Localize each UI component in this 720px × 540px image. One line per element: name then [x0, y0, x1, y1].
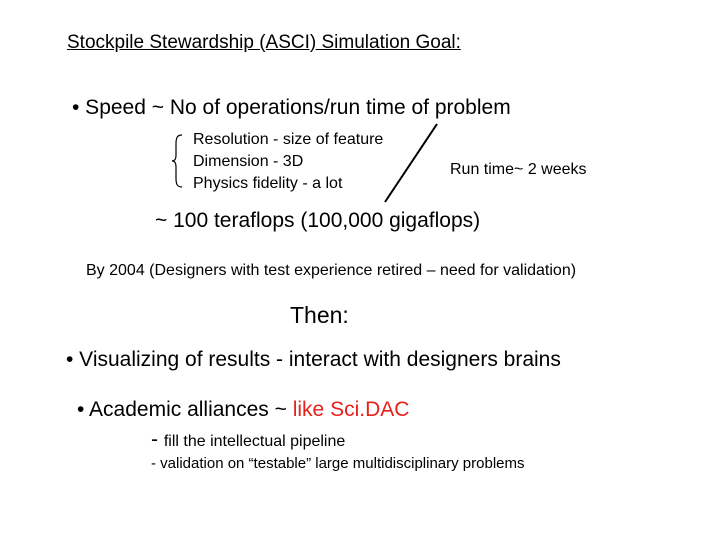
- left-brace-icon: [170, 134, 184, 188]
- scidac-highlight: like Sci.DAC: [292, 398, 410, 421]
- academic-alliances-text: • Academic alliances ~: [77, 398, 293, 421]
- bullet-speed: • Speed ~ No of operations/run time of problem: [72, 96, 511, 119]
- divider-slash-icon: [383, 122, 439, 204]
- bullet-academic-alliances: [77, 398, 409, 422]
- bullet-visualizing: • Visualizing of results - interact with designers brains: [66, 348, 561, 371]
- factor-physics-fidelity: Physics fidelity - a lot: [193, 175, 343, 192]
- factor-resolution: Resolution - size of feature: [193, 131, 384, 148]
- sub-item-validation: - validation on “testable” large multidisciplinary problems: [151, 455, 525, 472]
- slide-title: Stockpile Stewardship (ASCI) Simulation Goal:: [67, 32, 461, 53]
- pipeline-text: fill the intellectual pipeline: [163, 433, 346, 450]
- teraflops-statement: ~ 100 teraflops (100,000 gigaflops): [155, 209, 481, 232]
- dash-glyph: -: [151, 428, 164, 451]
- then-heading: Then:: [290, 302, 349, 328]
- by-2004-note: By 2004 (Designers with test experience retired – need for validation): [86, 262, 577, 279]
- run-time-label: Run time~ 2 weeks: [450, 161, 587, 178]
- factor-dimension: Dimension - 3D: [193, 153, 304, 170]
- sub-item-pipeline: [151, 428, 345, 452]
